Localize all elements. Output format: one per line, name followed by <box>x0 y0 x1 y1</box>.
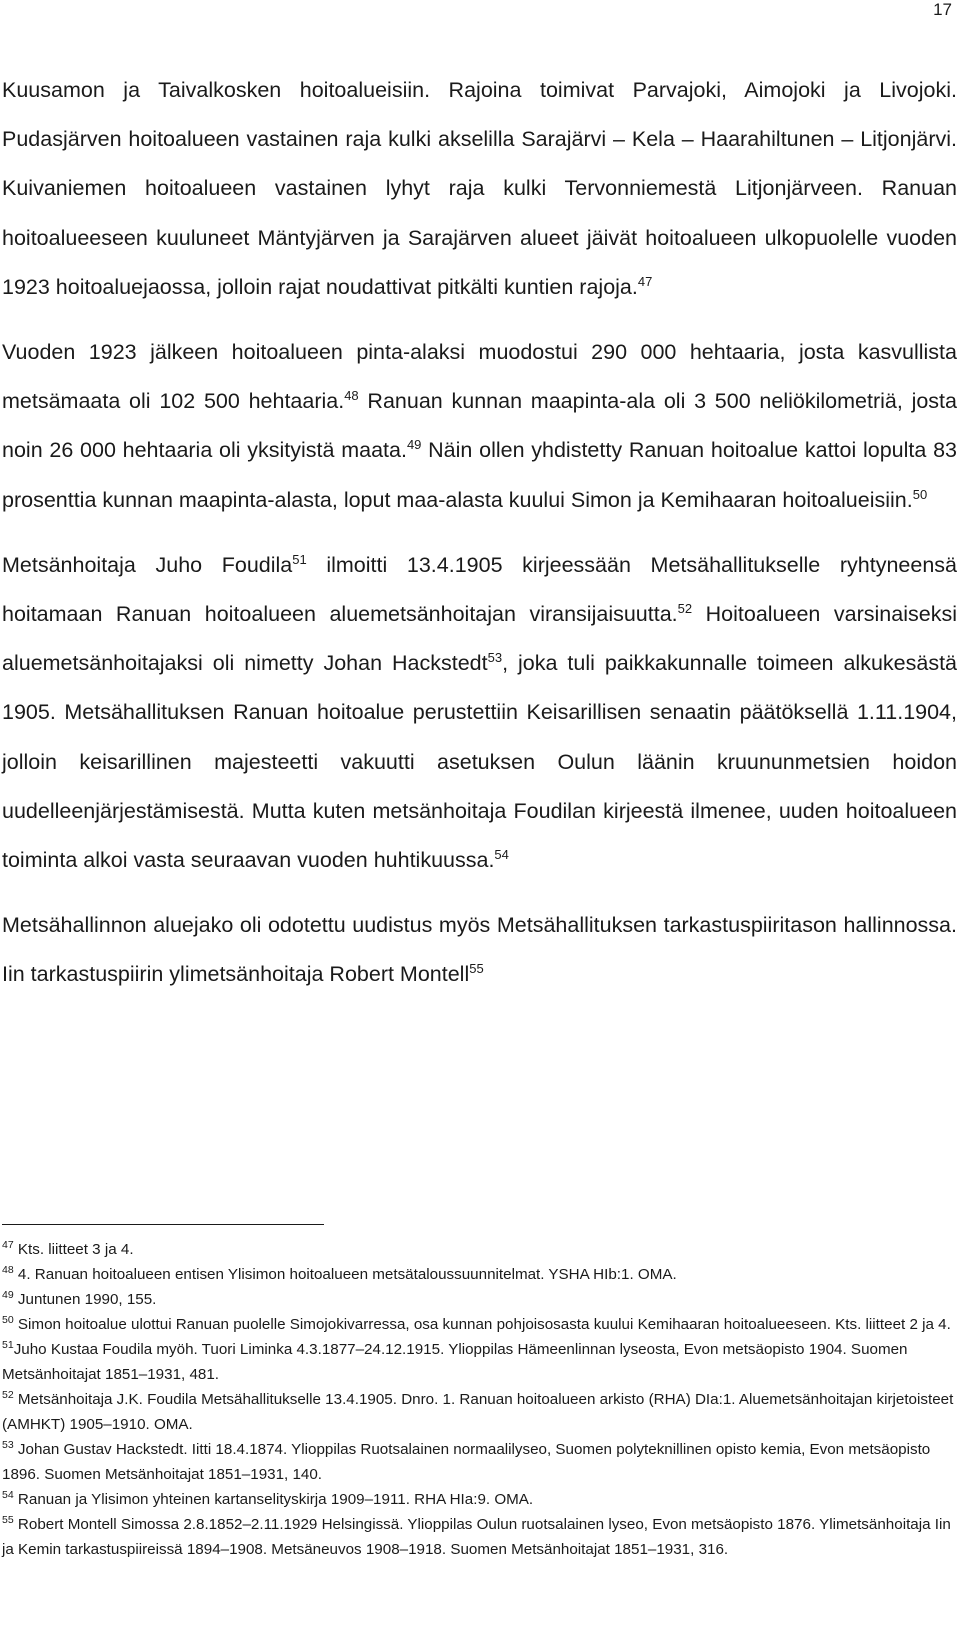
footnotes <box>2 1237 957 1562</box>
footnote-ref-49[interactable]: 49 <box>406 437 422 453</box>
paragraph-1 <box>2 66 957 312</box>
footnote-separator <box>2 1224 324 1225</box>
footnote-number: 50 <box>2 1313 14 1326</box>
footnote-48 <box>2 1262 957 1287</box>
paragraph-text: , joka tuli paikkakunnalle toimeen alkukesästä 1905. Metsähallituksen Ranuan hoitoalue perustettiin Keisarillisen senaatin päätöksellä 1.11.1904, jolloin keisarillinen majesteetti vakuutti asetuksen Oulun läänin kruununmetsien hoidon uudelleenjärjestämisestä. Mutta kuten metsänhoitaja Foudilan kirjeestä ilmenee, uuden hoitoalueen toiminta alkoi vasta seuraavan vuoden huhtikuussa. <box>2 651 957 873</box>
footnote-text: Johan Gustav Hackstedt. Iitti 18.4.1874. Ylioppilas Ruotsalainen normaalilyseo, Suomen polyteknillinen opisto kemia, Evon metsäopisto 1896. Suomen Metsänhoitajat 1851–1931, 140. <box>2 1441 931 1483</box>
footnote-number: 52 <box>2 1388 14 1401</box>
footnote-ref-47[interactable]: 47 <box>637 273 653 289</box>
paragraph-text: Metsänhoitaja Juho Foudila <box>2 552 293 577</box>
footnote-ref-52[interactable]: 52 <box>677 600 693 616</box>
footnote-ref-48[interactable]: 48 <box>344 388 359 404</box>
footnote-52 <box>2 1387 957 1437</box>
footnote-ref-50[interactable]: 50 <box>912 486 928 502</box>
paragraph-3 <box>2 541 957 885</box>
footnote-49 <box>2 1287 957 1312</box>
footnote-text: Juho Kustaa Foudila myöh. Tuori Liminka 4.3.1877–24.12.1915. Ylioppilas Hämeenlinnan lyseosta, Evon metsäopisto 1904. Suomen Metsänhoitajat 1851–1931, 481. <box>2 1341 908 1383</box>
body-text <box>2 66 957 1000</box>
paragraph-text: Metsähallinnon aluejako oli odotettu uudistus myös Metsähallituksen tarkastuspiiritason hallinnossa. Iin tarkastuspiirin ylimetsänhoitaja Robert Montell <box>2 913 957 987</box>
footnote-number: 49 <box>2 1288 14 1301</box>
paragraph-2 <box>2 328 957 525</box>
footnote-ref-54[interactable]: 54 <box>494 846 509 862</box>
footnote-text: Metsänhoitaja J.K. Foudila Metsähallitukselle 13.4.1905. Dnro. 1. Ranuan hoitoalueen arkisto (RHA) DIa:1. Aluemetsänhoitajan kirjetoisteet (AMHKT) 1905–1910. OMA. <box>2 1391 954 1433</box>
footnote-number: 54 <box>2 1488 14 1501</box>
page-number: 17 <box>933 0 952 19</box>
footnote-number: 47 <box>2 1238 14 1251</box>
footnote-54 <box>2 1487 957 1512</box>
paragraph-text: Näin ollen yhdistetty Ranuan hoitoalue kattoi lopulta 83 prosenttia kunnan maapinta-alasta, loput maa-alasta kuului Simon ja Kemihaaran hoitoalueisiin. <box>2 438 958 512</box>
footnote-51 <box>2 1337 957 1387</box>
footnote-53 <box>2 1437 957 1487</box>
footnote-number: 51 <box>2 1338 14 1351</box>
paragraph-text: Kuusamon ja Taivalkosken hoitoalueisiin. Rajoina toimivat Parvajoki, Aimojoki ja Livojoki. Pudasjärven hoitoalueen vastainen raja kulki akselilla Sarajärvi – Kela – Haarahiltunen – Litjonjärvi. Kuivaniemen hoitoalueen vastainen lyhyt raja kulki Tervonniemestä Litjonjärveen. Ranuan hoitoalueeseen kuuluneet Mäntyjärven ja Sarajärven alueet jäivät hoitoalueen ulkopuolelle vuoden 1923 hoitoaluejaossa, jolloin rajat noudattivat pitkälti kuntien rajoja. <box>2 78 957 299</box>
footnote-text: Robert Montell Simossa 2.8.1852–2.11.1929 Helsingissä. Ylioppilas Oulun ruotsalainen lyseo, Evon metsäopisto 1876. Ylimetsänhoitaja Iin ja Kemin tarkastuspiireissä 1894–1908. Metsäneuvos 1908–1918. Suomen Metsänhoitajat 1851–1931, 316. <box>2 1516 951 1558</box>
footnote-text: Juntunen 1990, 155. <box>13 1291 157 1308</box>
footnote-number: 55 <box>2 1513 14 1526</box>
footnote-number: 53 <box>2 1438 14 1451</box>
paragraph-4 <box>2 901 957 999</box>
footnote-ref-51[interactable]: 51 <box>292 551 307 567</box>
footnote-55 <box>2 1512 957 1562</box>
footnote-text: 4. Ranuan hoitoalueen entisen Ylisimon hoitoalueen metsätaloussuunnitelmat. YSHA HIb:1. OMA. <box>13 1266 677 1283</box>
footnote-text: Ranuan ja Ylisimon yhteinen kartanselityskirja 1909–1911. RHA HIa:9. OMA. <box>13 1491 534 1508</box>
footnote-47 <box>2 1237 957 1262</box>
footnote-number: 48 <box>2 1263 14 1276</box>
footnote-ref-55[interactable]: 55 <box>469 961 484 977</box>
footnote-50 <box>2 1312 957 1337</box>
footnote-ref-53[interactable]: 53 <box>487 650 503 666</box>
paragraph-text: Ranuan kunnan maapinta-ala oli 3 500 neliökilometriä, josta noin 26 000 hehtaaria oli yksityistä maata. <box>2 389 957 463</box>
footnote-text: Simon hoitoalue ulottui Ranuan puolelle Simojokivarressa, osa kunnan pohjoisosasta kuului Kemihaaran hoitoalueeseen. Kts. liitteet 2 ja 4. <box>13 1316 951 1333</box>
footnote-text: Kts. liitteet 3 ja 4. <box>13 1241 134 1258</box>
paragraph-text: Vuoden 1923 jälkeen hoitoalueen pinta-alaksi muodostui 290 000 hehtaaria, josta kasvullista metsämaata oli 102 500 hehtaaria. <box>2 340 957 414</box>
paragraph-text: ilmoitti 13.4.1905 kirjeessään Metsähallitukselle ryhtyneensä hoitamaan Ranuan hoitoalueen aluemetsänhoitajan viransijaisuutta. <box>2 552 957 627</box>
paragraph-text: Hoitoalueen varsinaiseksi aluemetsänhoitajaksi oli nimetty Johan Hackstedt <box>2 602 957 676</box>
